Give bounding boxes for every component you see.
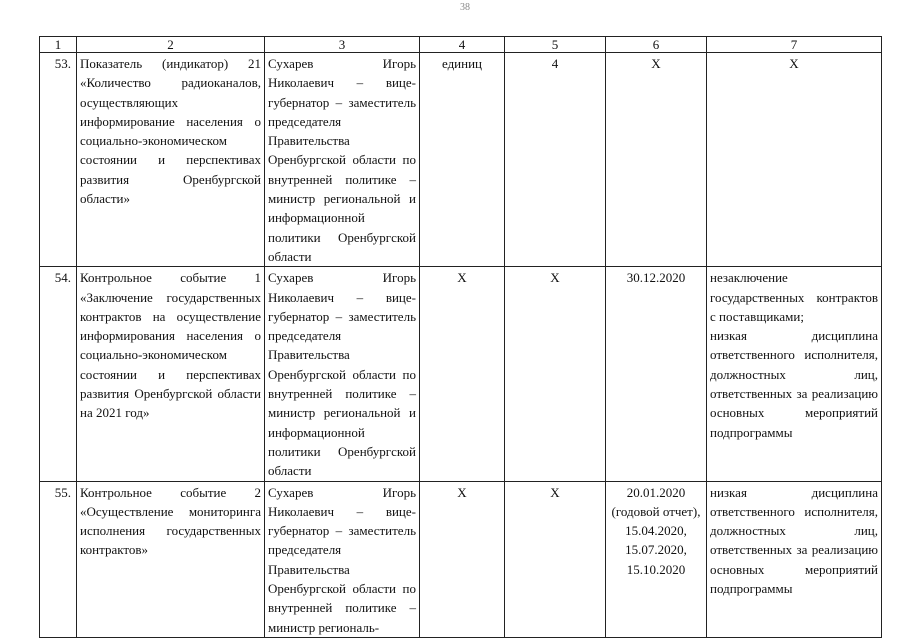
column-header-2: 2 — [77, 37, 265, 53]
item-name: Показатель (индикатор) 21 «Количество радиоканалов, осуществляющих информирование населения о социально-экономическом состоянии и перспективах развития Оренбургской области» — [77, 53, 265, 267]
unit-cell: X — [420, 267, 505, 481]
deadline-line: 15.10.2020 — [626, 561, 686, 577]
deadline-cell — [606, 53, 707, 267]
item-name: Контрольное событие 1 «Заключение государственных контрактов на осуществление информирования населения о социально-экономическом состоянии и перспективах развития Оренбургской области на 2021 год» — [77, 267, 265, 481]
risk-line: низкая дисциплина ответственного исполнителя, должностных лиц, ответственных за реализацию основных мероприятий подпрограммы — [710, 328, 878, 440]
value-cell: X — [505, 267, 606, 481]
column-header-5: 5 — [505, 37, 606, 53]
column-number-row — [40, 37, 882, 53]
responsible-person: Сухарев Игорь Николаевич – вице-губернатор – заместитель председателя Правительства Оренбургской области по внутренней политике – министр региональной и информационной политики Оренбургской области — [265, 53, 420, 267]
risk-line: низкая дисциплина ответственного исполнителя, должностных лиц, ответственных за реализацию основных мероприятий подпрограммы — [710, 484, 878, 597]
deadline-line: 30.12.2020 — [626, 270, 686, 286]
deadline-line: 15.04.2020, — [625, 523, 687, 539]
page-number: 38 — [460, 2, 470, 13]
column-header-7: 7 — [707, 37, 882, 53]
column-header-1: 1 — [40, 37, 77, 53]
deadline-cell — [606, 267, 707, 481]
deadline-line: (годовой отчет), — [611, 503, 701, 519]
deadline-line: 20.01.2020 — [626, 484, 686, 500]
item-name: Контрольное событие 2 «Осуществление мониторинга исполнения государственных контрактов» — [77, 481, 265, 637]
risk-line: X — [789, 56, 799, 71]
row-number: 53. — [40, 53, 77, 267]
column-header-3: 3 — [265, 37, 420, 53]
risk-cell — [707, 267, 882, 481]
row-number: 54. — [40, 267, 77, 481]
responsible-person: Сухарев Игорь Николаевич – вице-губернатор – заместитель председателя Правительства Оренбургской области по внутренней политике – министр региональной и информационной политики Оренбургской области — [265, 267, 420, 481]
table-row — [40, 481, 882, 637]
value-cell: X — [505, 481, 606, 637]
table-row — [40, 267, 882, 481]
column-header-4: 4 — [420, 37, 505, 53]
unit-cell: X — [420, 481, 505, 637]
row-number: 55. — [40, 481, 77, 637]
deadline-line: X — [651, 56, 661, 71]
risk-cell — [707, 481, 882, 637]
table-row — [40, 53, 882, 267]
unit-cell: единиц — [420, 53, 505, 267]
deadline-cell — [606, 481, 707, 637]
deadline-line: 15.07.2020, — [625, 542, 687, 558]
responsible-person: Сухарев Игорь Николаевич – вице-губернатор – заместитель председателя Правительства Оренбургской области по внутренней политике – министр региональ- — [265, 481, 420, 637]
column-header-6: 6 — [606, 37, 707, 53]
value-cell: 4 — [505, 53, 606, 267]
risk-cell — [707, 53, 882, 267]
risk-line: незаключение государственных контрактов с поставщиками; — [710, 270, 878, 324]
document-table — [39, 36, 882, 638]
